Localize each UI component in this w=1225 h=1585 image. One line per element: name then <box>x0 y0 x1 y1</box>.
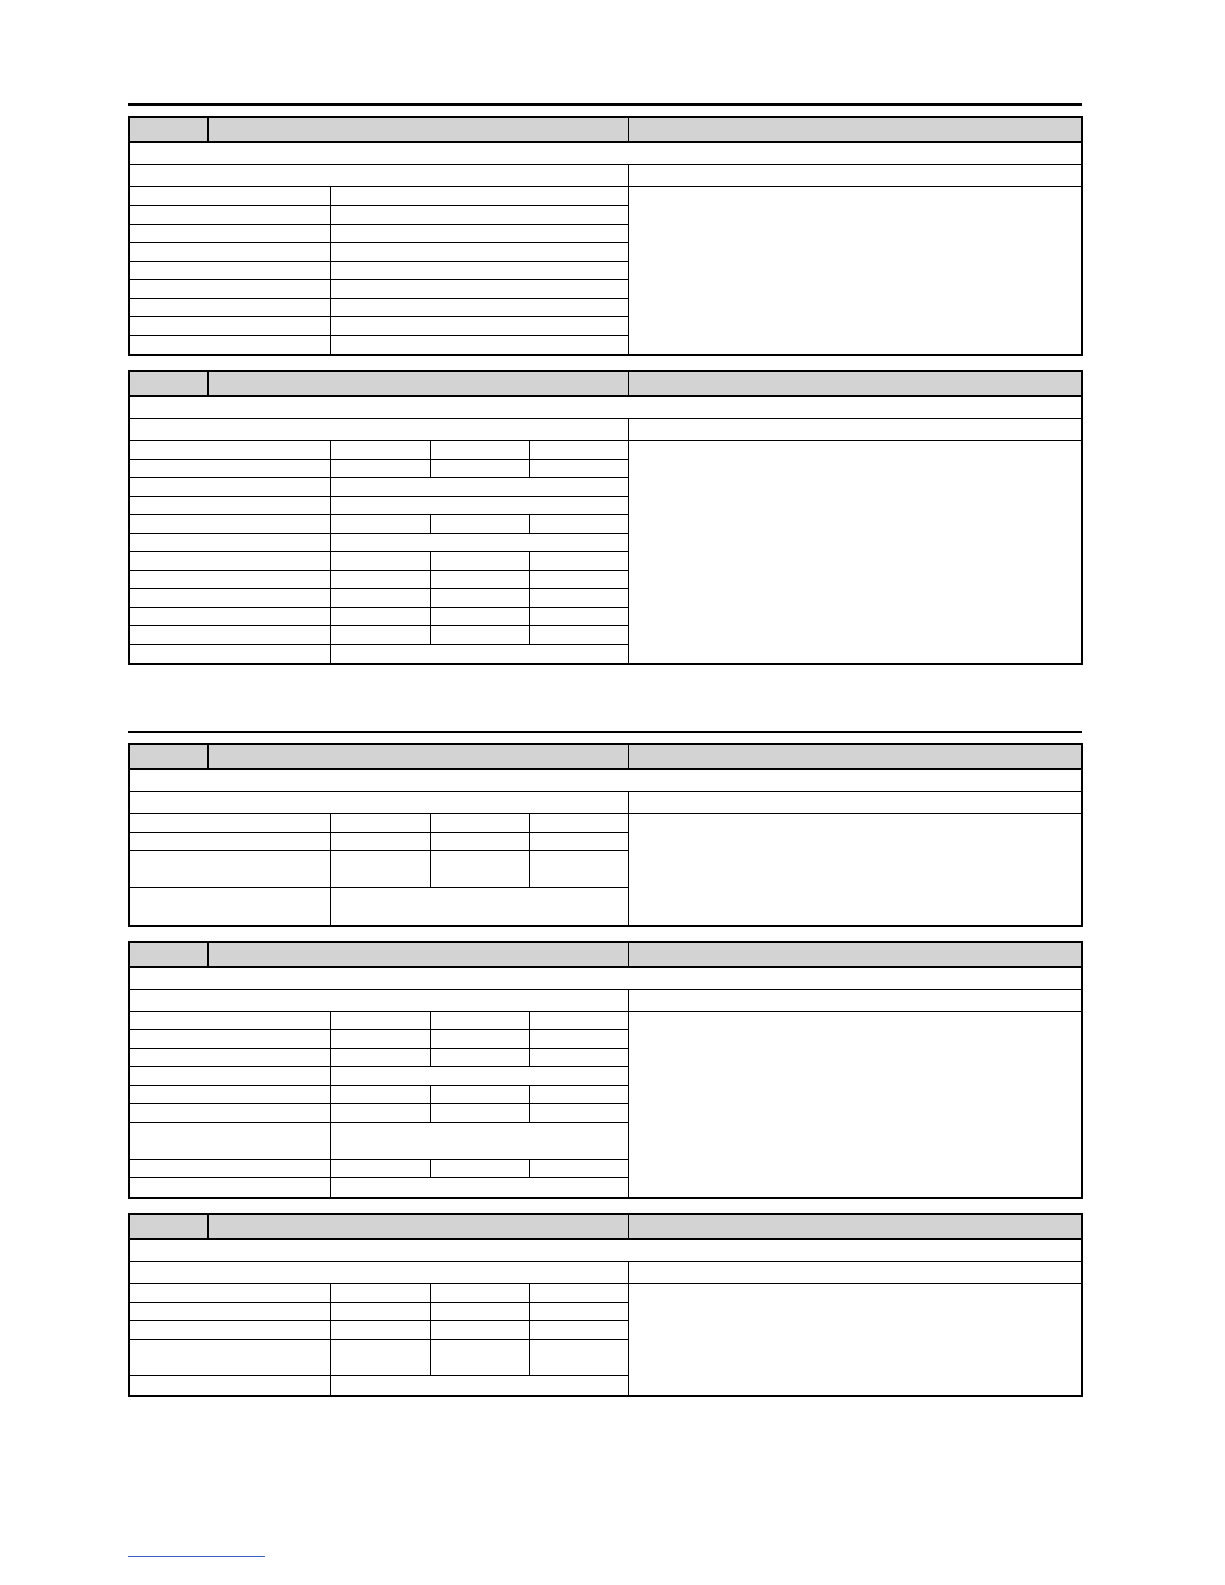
table-body <box>130 1284 1081 1395</box>
parameter-grid <box>130 187 629 354</box>
subheader-row <box>130 990 1081 1012</box>
table-row <box>130 317 628 336</box>
table-row <box>130 851 628 888</box>
header-cell-title <box>209 943 629 966</box>
header-cell-note <box>629 372 1081 395</box>
table-row <box>130 608 628 626</box>
table-header <box>130 118 1081 143</box>
table-row <box>130 441 628 460</box>
table-row <box>130 589 628 608</box>
table-row <box>130 225 628 243</box>
table-row <box>130 1303 628 1321</box>
header-cell-code <box>130 745 209 768</box>
header-cell-note <box>629 943 1081 966</box>
table-row <box>130 262 628 280</box>
section-rule-top <box>128 103 1082 106</box>
form-table-1 <box>128 116 1083 356</box>
description-row <box>130 770 1081 792</box>
table-row <box>130 1067 628 1086</box>
table-row <box>130 534 628 552</box>
table-row <box>130 206 628 225</box>
table-body <box>130 814 1081 925</box>
parameter-grid <box>130 1284 629 1395</box>
header-cell-code <box>130 1215 209 1238</box>
table-row <box>130 299 628 317</box>
description-row <box>130 397 1081 419</box>
section-rule-middle <box>128 731 1082 733</box>
notes-cell <box>629 814 1081 925</box>
table-row <box>130 460 628 478</box>
table-row <box>130 1178 628 1197</box>
table-body <box>130 187 1081 354</box>
table-header <box>130 1215 1081 1240</box>
header-cell-note <box>629 1215 1081 1238</box>
header-cell-title <box>209 118 629 141</box>
table-row <box>130 243 628 262</box>
table-row <box>130 1049 628 1067</box>
subheader-row <box>130 165 1081 187</box>
subheader-row <box>130 1262 1081 1284</box>
table-row <box>130 187 628 206</box>
table-row <box>130 515 628 534</box>
parameter-grid <box>130 1012 629 1197</box>
header-cell-note <box>629 745 1081 768</box>
header-cell-title <box>209 745 629 768</box>
header-cell-note <box>629 118 1081 141</box>
form-table-5 <box>128 1213 1083 1397</box>
table-row <box>130 888 628 925</box>
header-cell-code <box>130 372 209 395</box>
table-row <box>130 645 628 663</box>
table-row <box>130 1086 628 1104</box>
notes-cell <box>629 441 1081 663</box>
header-cell-title <box>209 372 629 395</box>
table-row <box>130 1030 628 1049</box>
table-row <box>130 1012 628 1030</box>
table-row <box>130 571 628 589</box>
table-header <box>130 943 1081 968</box>
table-row <box>130 1340 628 1376</box>
subheader-row <box>130 792 1081 814</box>
parameter-grid <box>130 814 629 925</box>
form-table-2 <box>128 370 1083 665</box>
form-table-4 <box>128 941 1083 1199</box>
form-table-3 <box>128 743 1083 927</box>
table-row <box>130 1123 628 1160</box>
table-row <box>130 1376 628 1395</box>
header-cell-title <box>209 1215 629 1238</box>
table-body <box>130 441 1081 663</box>
description-row <box>130 1240 1081 1262</box>
table-row <box>130 1160 628 1178</box>
header-cell-code <box>130 943 209 966</box>
table-row <box>130 497 628 515</box>
table-body <box>130 1012 1081 1197</box>
table-row <box>130 1321 628 1340</box>
header-cell-code <box>130 118 209 141</box>
table-row <box>130 1104 628 1123</box>
table-row <box>130 280 628 299</box>
notes-cell <box>629 1012 1081 1197</box>
notes-cell <box>629 187 1081 354</box>
table-row <box>130 1284 628 1303</box>
footer-link-underline[interactable] <box>128 1556 265 1557</box>
table-row <box>130 552 628 571</box>
description-row <box>130 143 1081 165</box>
table-row <box>130 833 628 851</box>
table-row <box>130 336 628 354</box>
subheader-row <box>130 419 1081 441</box>
table-row <box>130 478 628 497</box>
table-row <box>130 626 628 645</box>
description-row <box>130 968 1081 990</box>
notes-cell <box>629 1284 1081 1395</box>
table-header <box>130 372 1081 397</box>
parameter-grid <box>130 441 629 663</box>
table-row <box>130 814 628 833</box>
table-header <box>130 745 1081 770</box>
